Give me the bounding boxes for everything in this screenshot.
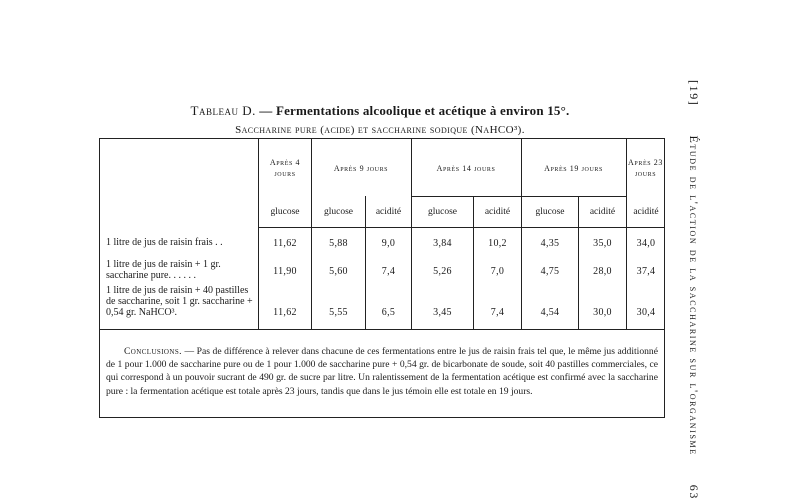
table-title <box>100 103 660 119</box>
table-title-lead: Tableau D. <box>190 103 256 118</box>
subheader-acidity-23: acidité <box>633 207 659 217</box>
table-cell: 6,5 <box>381 307 396 318</box>
table-cell: 4,35 <box>540 238 560 249</box>
subheader-glucose-14: glucose <box>427 207 458 217</box>
table-cell: 37,4 <box>636 266 656 277</box>
table-cell: 7,4 <box>381 266 396 277</box>
table-cell: 34,0 <box>636 238 656 249</box>
header-after-9-days: Après 9 jours <box>333 164 389 173</box>
table-title-main: Fermentations alcoolique et acétique à environ 15°. <box>275 103 570 118</box>
subheader-acidity-14: acidité <box>484 207 511 217</box>
table-cell: 7,0 <box>490 266 505 277</box>
table-cell: 11,62 <box>273 238 297 249</box>
running-head-title: Étude de l'action de la saccharine sur l'organisme <box>687 135 702 456</box>
table-cell: 5,55 <box>329 307 348 318</box>
running-head-page-ref: [19] <box>687 80 702 107</box>
subheader-glucose-9: glucose <box>323 207 354 217</box>
table-cell: 5,88 <box>329 238 348 249</box>
table-cell: 4,54 <box>540 307 560 318</box>
data-table <box>99 138 665 418</box>
table-cell: 7,4 <box>490 307 505 318</box>
table-cell: 3,45 <box>433 307 452 318</box>
table-cell: 4,75 <box>540 266 560 277</box>
subheader-acidity-19: acidité <box>589 207 616 217</box>
table-cell: 5,60 <box>329 266 348 277</box>
conclusions-text: — Pas de différence à relever dans chacune de ces fermentations entre le jus de raisin frais tel que, le même jus additionné de 1 pour 1.000 de saccharine pure ou de 1 pour 1.000 de saccharine pure + 0,54 gr. de bicarbonate de soude, soit 40 pastilles commerciales, ce qui correspond à un pouvoir sucrant de 490 gr. de sucre par litre. Un ralentissement de la fermentation acétique est confirmé avec la saccharine pure : la fermentation acétique est totale après 23 jours, tandis que dans le jus témoin elle est totale en 19 jours. <box>106 346 658 397</box>
table-cell: 10,2 <box>488 238 507 249</box>
header-rule-bottom <box>258 227 665 228</box>
running-head <box>683 80 705 500</box>
table-cell: 28,0 <box>593 266 612 277</box>
col-rule-1 <box>258 139 259 329</box>
body-rule-bottom <box>100 329 665 330</box>
table-cell: 30,0 <box>593 307 612 318</box>
table-cell: 11,62 <box>273 307 297 318</box>
header-after-4-days: Après 4 jours <box>269 158 301 178</box>
table-cell: 5,26 <box>433 266 452 277</box>
table-cell: 9,0 <box>381 238 396 249</box>
table-title-dash: — <box>255 103 276 118</box>
conclusions-label: Conclusions. <box>124 346 182 357</box>
header-after-14-days: Après 14 jours <box>436 164 496 173</box>
conclusions-paragraph <box>106 345 658 398</box>
row-label-control: 1 litre de jus de raisin frais . . <box>106 237 223 248</box>
subheader-acidity-9: acidité <box>375 207 402 217</box>
row-label-sodium-saccharine: 1 litre de jus de raisin + 40 pastilles de saccharine, soit 1 gr. saccharine + 0,54 gr. NaHCO³. <box>106 285 253 318</box>
header-after-19-days: Après 19 jours <box>544 164 603 173</box>
header-rule-mid <box>411 196 626 197</box>
table-cell: 30,4 <box>636 307 656 318</box>
table-subtitle: Saccharine pure (acide) et saccharine sodique (NaHCO³). <box>235 124 525 136</box>
row-label-pure-saccharine: 1 litre de jus de raisin + 1 gr. saccharine pure. . . . . . <box>106 259 221 281</box>
header-after-23-days: Après 23 jours <box>628 158 663 178</box>
table-cell: 11,90 <box>273 266 297 277</box>
running-head-page-number: 63 <box>687 484 702 500</box>
subheader-glucose-19: glucose <box>535 207 565 217</box>
table-cell: 3,84 <box>433 238 452 249</box>
table-cell: 35,0 <box>593 238 612 249</box>
subheader-glucose-4: glucose <box>270 207 300 217</box>
